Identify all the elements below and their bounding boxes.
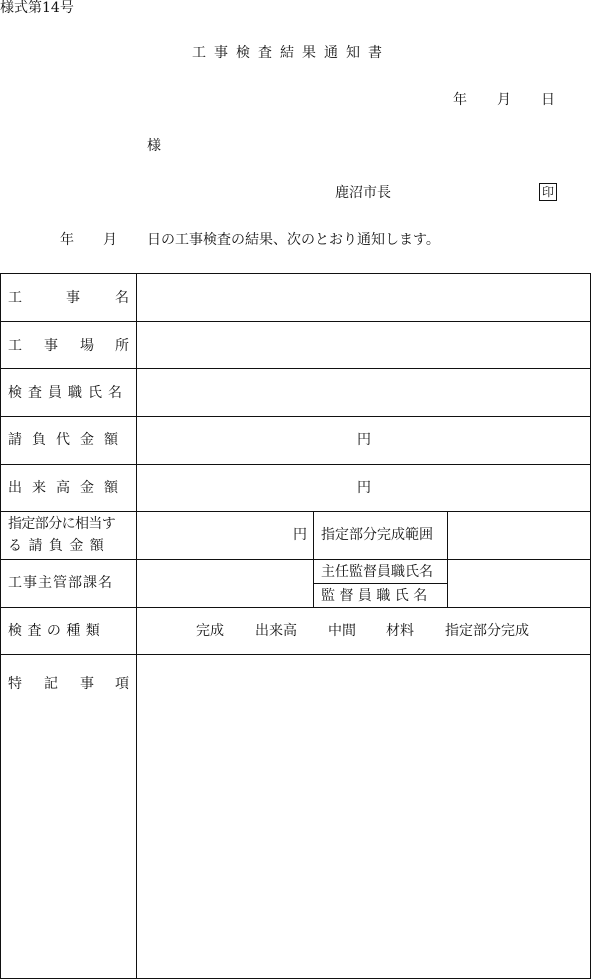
label-inspector: 検査員職氏名: [8, 385, 128, 401]
date-year-label: 年: [453, 92, 467, 108]
label-designated-amount-line2: る 請 負 金 額: [8, 538, 104, 554]
label-construction-name-2: 事: [66, 290, 80, 306]
label-site-3: 場: [80, 338, 94, 354]
notice-year: 年: [60, 232, 74, 248]
label-notes-2: 記: [44, 676, 58, 692]
row-divider: [0, 416, 591, 417]
label-site-2: 事: [44, 338, 58, 354]
row-divider: [0, 511, 591, 512]
label-construction-name-3: 名: [115, 290, 129, 306]
label-chief-supervisor: 主任監督員職氏名: [321, 564, 433, 580]
row-divider: [0, 607, 591, 608]
label-notes-4: 項: [115, 676, 129, 692]
addressee-suffix: 様: [147, 138, 161, 154]
form-number: 様式第14号: [0, 0, 74, 16]
label-designated-amount-line1: 指定部分に相当す: [8, 516, 116, 532]
row-divider: [0, 321, 591, 322]
label-column-divider: [136, 273, 137, 979]
completed-amount-yen: 円: [357, 480, 371, 496]
label-site-1: 工: [8, 338, 22, 354]
label-site-4: 所: [115, 338, 129, 354]
issuer-name: 鹿沼市長: [335, 185, 391, 201]
notice-month: 月: [103, 232, 117, 248]
middle-column-divider: [313, 511, 314, 607]
inspection-type-designated: 指定部分完成: [445, 623, 529, 639]
seal-mark: 印: [539, 183, 557, 201]
row-divider: [0, 654, 591, 655]
date-month-label: 月: [497, 92, 511, 108]
table-border-top: [0, 273, 591, 274]
inspection-type-material: 材料: [386, 623, 414, 639]
label-contract-amount: 請負代金額: [8, 432, 128, 448]
row-divider: [0, 464, 591, 465]
right-column-divider: [447, 511, 448, 607]
table-border-left: [0, 273, 1, 979]
notice-text: 日の工事検査の結果、次のとおり通知します。: [147, 232, 440, 248]
supervisor-sub-divider: [313, 583, 448, 584]
inspection-type-partial: 出来高: [255, 623, 297, 639]
inspection-type-completion: 完成: [196, 623, 224, 639]
contract-amount-yen: 円: [357, 432, 371, 448]
inspection-type-interim: 中間: [328, 623, 356, 639]
label-notes-1: 特: [8, 676, 22, 692]
label-construction-name-1: 工: [8, 290, 22, 306]
designated-amount-yen: 円: [293, 527, 307, 543]
label-department: 工事主管部課名: [8, 575, 113, 591]
row-divider: [0, 368, 591, 369]
date-day-label: 日: [541, 92, 555, 108]
label-completed-amount: 出来高金額: [8, 480, 128, 496]
row-divider: [0, 559, 591, 560]
label-designated-completion-range: 指定部分完成範囲: [321, 527, 433, 543]
label-notes-3: 事: [80, 676, 94, 692]
document-title: 工事検査結果通知書: [192, 45, 390, 61]
label-inspection-type: 検 査 の 種 類: [8, 623, 100, 639]
table-border-bottom: [0, 978, 591, 979]
label-supervisor: 監 督 員 職 氏 名: [321, 588, 428, 604]
